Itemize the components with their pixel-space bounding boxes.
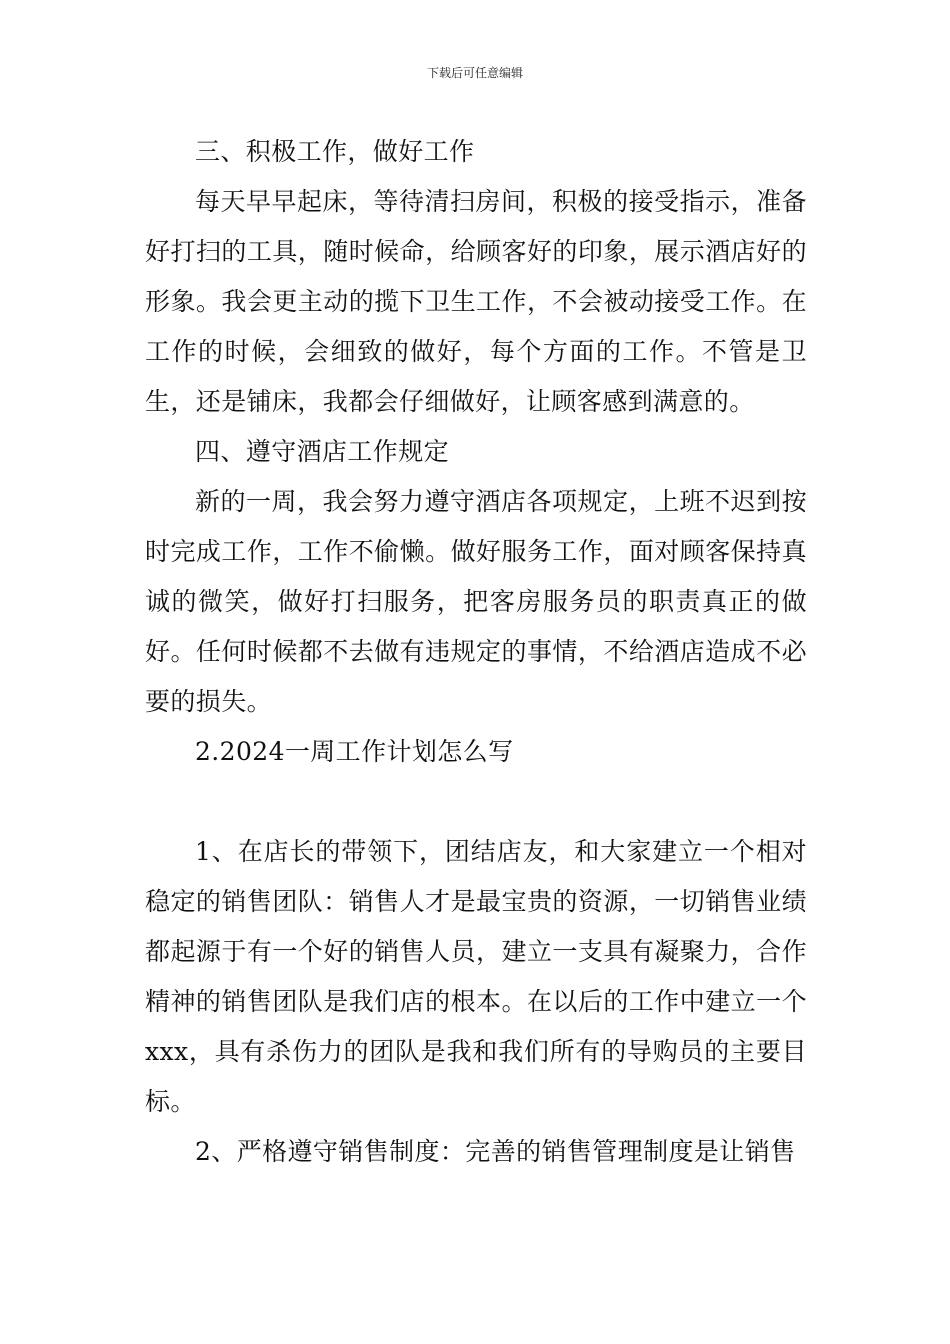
paragraph: 2、严格遵守销售制度：完善的销售管理制度是让销售 [195, 1137, 796, 1166]
article-title: 2.2024一周工作计划怎么写 [195, 737, 514, 766]
blank-line [145, 777, 807, 827]
section-heading-3: 三、积极工作，做好工作 [195, 137, 475, 166]
section-heading-4: 四、遵守酒店工作规定 [195, 437, 450, 466]
paragraph: 1、在店长的带领下，团结店友，和大家建立一个相对稳定的销售团队：销售人才是最宝贵的资源，一切销售业绩都起源于有一个好的销售人员，建立一支具有凝聚力，合作精神的销售团队是我们店的根本。在以后的工作中建立一个xxx，具有杀伤力的团队是我和我们所有的导购员的主要目标。 [145, 837, 807, 1116]
document-body [145, 127, 807, 1177]
paragraph: 新的一周，我会努力遵守酒店各项规定，上班不迟到按时完成工作，工作不偷懒。做好服务工作，面对顾客保持真诚的微笑，做好打扫服务，把客房服务员的职责真正的做好。任何时候都不去做有违规定的事情，不给酒店造成不必要的损失。 [145, 487, 807, 716]
paragraph: 每天早早起床，等待清扫房间，积极的接受指示，准备好打扫的工具，随时候命，给顾客好的印象，展示酒店好的形象。我会更主动的揽下卫生工作，不会被动接受工作。在工作的时候，会细致的做好，每个方面的工作。不管是卫生，还是铺床，我都会仔细做好，让顾客感到满意的。 [145, 187, 807, 416]
page-header: 下载后可任意编辑 [426, 66, 523, 80]
